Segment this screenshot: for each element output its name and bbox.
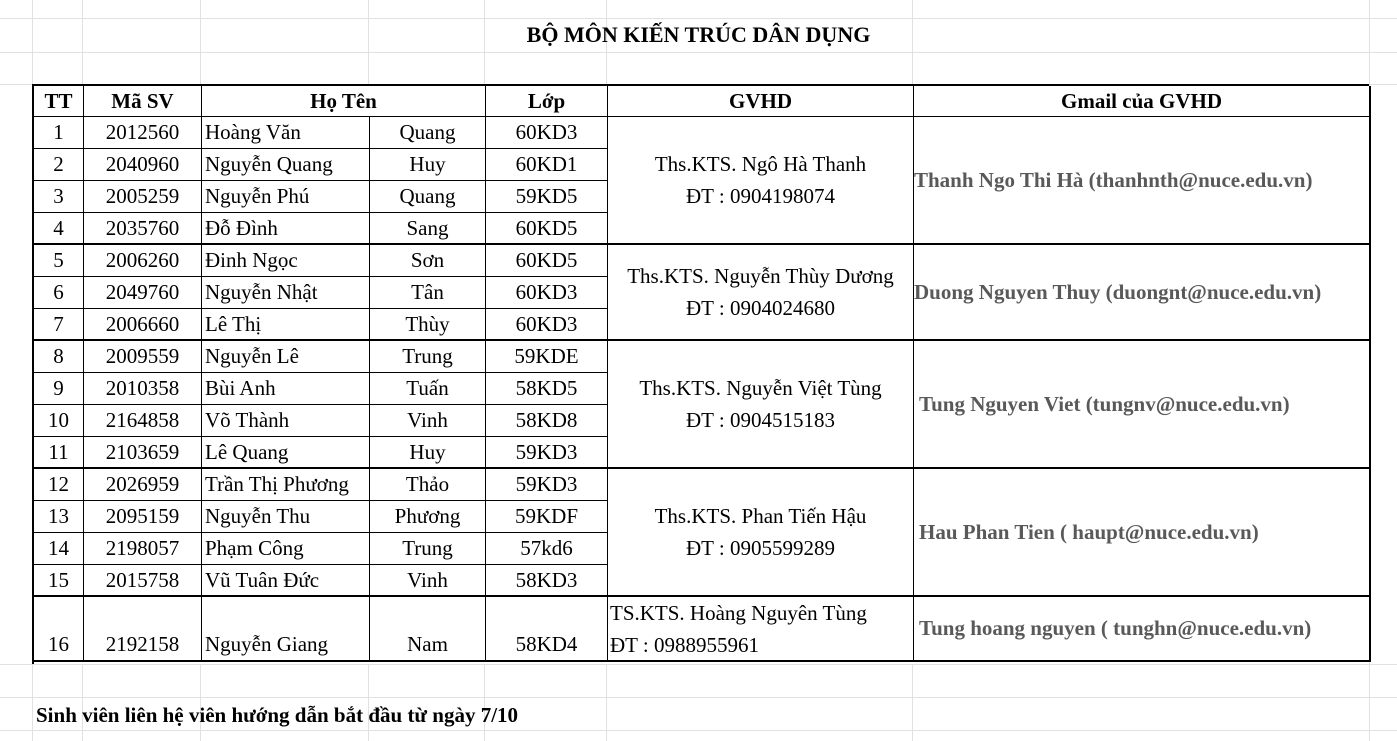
cell-tt[interactable]: 13 <box>34 501 84 533</box>
cell-lop[interactable]: 59KD5 <box>486 181 608 213</box>
cell-ten[interactable]: Nam <box>370 597 486 662</box>
cell-tt[interactable]: 11 <box>34 437 84 469</box>
cell-ho[interactable]: Nguyễn Phú <box>202 181 370 213</box>
cell-ho[interactable]: Trần Thị Phương <box>202 469 370 501</box>
cell-tt[interactable]: 16 <box>34 597 84 662</box>
advisor-gmail-cell[interactable]: Duong Nguyen Thuy (duongnt@nuce.edu.vn) <box>914 245 1371 341</box>
cell-ma-sv[interactable]: 2198057 <box>84 533 202 565</box>
cell-lop[interactable]: 58KD5 <box>486 373 608 405</box>
cell-ho[interactable]: Nguyễn Quang <box>202 149 370 181</box>
cell-ten[interactable]: Trung <box>370 533 486 565</box>
header-tt[interactable]: TT <box>34 86 84 117</box>
header-lop[interactable]: Lớp <box>486 86 608 117</box>
advisor-gmail-cell[interactable]: Tung hoang nguyen ( tunghn@nuce.edu.vn) <box>914 597 1371 662</box>
cell-ma-sv[interactable]: 2035760 <box>84 213 202 245</box>
cell-lop[interactable]: 59KDF <box>486 501 608 533</box>
cell-ma-sv[interactable]: 2010358 <box>84 373 202 405</box>
cell-tt[interactable]: 8 <box>34 341 84 373</box>
advisor-assignment-table <box>32 84 1369 664</box>
cell-ho[interactable]: Hoàng Văn <box>202 117 370 149</box>
advisor-name: Ths.KTS. Nguyễn Thùy Dương <box>627 264 894 288</box>
cell-ho[interactable]: Nguyễn Thu <box>202 501 370 533</box>
cell-ma-sv[interactable]: 2006260 <box>84 245 202 277</box>
cell-tt[interactable]: 6 <box>34 277 84 309</box>
cell-ten[interactable]: Trung <box>370 341 486 373</box>
cell-ho[interactable]: Nguyễn Nhật <box>202 277 370 309</box>
cell-lop[interactable]: 58KD8 <box>486 405 608 437</box>
cell-ho[interactable]: Võ Thành <box>202 405 370 437</box>
cell-lop[interactable]: 59KDE <box>486 341 608 373</box>
advisor-cell[interactable] <box>608 597 914 662</box>
header-ma-sv[interactable]: Mã SV <box>84 86 202 117</box>
cell-ho[interactable]: Nguyễn Lê <box>202 341 370 373</box>
cell-lop[interactable]: 60KD3 <box>486 309 608 341</box>
header-ho-ten[interactable]: Họ Tên <box>202 86 486 117</box>
cell-ho[interactable]: Phạm Công <box>202 533 370 565</box>
advisor-phone: ĐT : 0988955961 <box>610 632 759 657</box>
cell-lop[interactable]: 57kd6 <box>486 533 608 565</box>
advisor-gmail-cell[interactable]: Hau Phan Tien ( haupt@nuce.edu.vn) <box>914 469 1371 597</box>
cell-lop[interactable]: 58KD4 <box>486 597 608 662</box>
advisor-phone: ĐT : 0905599289 <box>686 536 835 560</box>
advisor-gmail-cell[interactable]: Tung Nguyen Viet (tungnv@nuce.edu.vn) <box>914 341 1371 469</box>
advisor-cell[interactable] <box>608 245 914 341</box>
cell-ten[interactable]: Tân <box>370 277 486 309</box>
header-gmail[interactable]: Gmail của GVHD <box>914 86 1371 117</box>
cell-ten[interactable]: Sang <box>370 213 486 245</box>
cell-ho[interactable]: Đỗ Đình <box>202 213 370 245</box>
cell-ma-sv[interactable]: 2005259 <box>84 181 202 213</box>
cell-tt[interactable]: 9 <box>34 373 84 405</box>
advisor-cell[interactable] <box>608 469 914 597</box>
cell-ho[interactable]: Vũ Tuân Đức <box>202 565 370 597</box>
advisor-cell[interactable] <box>608 341 914 469</box>
cell-lop[interactable]: 60KD5 <box>486 213 608 245</box>
cell-tt[interactable]: 4 <box>34 213 84 245</box>
cell-ma-sv[interactable]: 2049760 <box>84 277 202 309</box>
cell-tt[interactable]: 12 <box>34 469 84 501</box>
cell-ma-sv[interactable]: 2095159 <box>84 501 202 533</box>
advisor-name: Ths.KTS. Ngô Hà Thanh <box>654 152 867 176</box>
cell-lop[interactable]: 60KD3 <box>486 117 608 149</box>
cell-ten[interactable]: Tuấn <box>370 373 486 405</box>
advisor-gmail-cell[interactable]: Thanh Ngo Thi Hà (thanhnth@nuce.edu.vn) <box>914 117 1371 245</box>
cell-ma-sv[interactable]: 2164858 <box>84 405 202 437</box>
cell-ten[interactable]: Vinh <box>370 405 486 437</box>
cell-ten[interactable]: Sơn <box>370 245 486 277</box>
cell-ma-sv[interactable]: 2026959 <box>84 469 202 501</box>
cell-lop[interactable]: 59KD3 <box>486 437 608 469</box>
cell-ho[interactable]: Bùi Anh <box>202 373 370 405</box>
cell-ma-sv[interactable]: 2015758 <box>84 565 202 597</box>
cell-lop[interactable]: 58KD3 <box>486 565 608 597</box>
cell-ten[interactable]: Quang <box>370 117 486 149</box>
cell-ten[interactable]: Huy <box>370 149 486 181</box>
cell-lop[interactable]: 60KD3 <box>486 277 608 309</box>
cell-tt[interactable]: 14 <box>34 533 84 565</box>
cell-ten[interactable]: Thảo <box>370 469 486 501</box>
cell-ten[interactable]: Phương <box>370 501 486 533</box>
cell-tt[interactable]: 10 <box>34 405 84 437</box>
cell-tt[interactable]: 1 <box>34 117 84 149</box>
advisor-phone: ĐT : 0904515183 <box>686 408 835 432</box>
cell-ten[interactable]: Vinh <box>370 565 486 597</box>
advisor-phone: ĐT : 0904198074 <box>686 184 835 208</box>
cell-lop[interactable]: 60KD5 <box>486 245 608 277</box>
cell-ten[interactable]: Thùy <box>370 309 486 341</box>
cell-ma-sv[interactable]: 2009559 <box>84 341 202 373</box>
cell-tt[interactable]: 5 <box>34 245 84 277</box>
cell-ma-sv[interactable]: 2103659 <box>84 437 202 469</box>
advisor-name: Ths.KTS. Nguyễn Việt Tùng <box>639 376 882 400</box>
cell-ten[interactable]: Huy <box>370 437 486 469</box>
advisor-cell[interactable] <box>608 117 914 245</box>
cell-ma-sv[interactable]: 2012560 <box>84 117 202 149</box>
cell-lop[interactable]: 60KD1 <box>486 149 608 181</box>
cell-tt[interactable]: 7 <box>34 309 84 341</box>
cell-ho[interactable]: Đinh Ngọc <box>202 245 370 277</box>
cell-lop[interactable]: 59KD3 <box>486 469 608 501</box>
advisor-name: Ths.KTS. Phan Tiến Hậu <box>654 504 867 528</box>
cell-ho[interactable]: Nguyễn Giang <box>202 597 370 662</box>
cell-ma-sv[interactable]: 2192158 <box>84 597 202 662</box>
cell-tt[interactable]: 2 <box>34 149 84 181</box>
cell-ho[interactable]: Lê Thị <box>202 309 370 341</box>
header-gvhd[interactable]: GVHD <box>608 86 914 117</box>
cell-tt[interactable]: 15 <box>34 565 84 597</box>
cell-ma-sv[interactable]: 2006660 <box>84 309 202 341</box>
advisor-name: TS.KTS. Hoàng Nguyên Tùng <box>610 600 867 625</box>
advisor-phone: ĐT : 0904024680 <box>686 296 835 320</box>
footer-note: Sinh viên liên hệ viên hướng dẫn bắt đầu từ ngày 7/10 <box>36 703 519 727</box>
cell-ma-sv[interactable]: 2040960 <box>84 149 202 181</box>
cell-tt[interactable]: 3 <box>34 181 84 213</box>
cell-ten[interactable]: Quang <box>370 181 486 213</box>
cell-ho[interactable]: Lê Quang <box>202 437 370 469</box>
sheet-title: BỘ MÔN KIẾN TRÚC DÂN DỤNG <box>526 22 871 47</box>
